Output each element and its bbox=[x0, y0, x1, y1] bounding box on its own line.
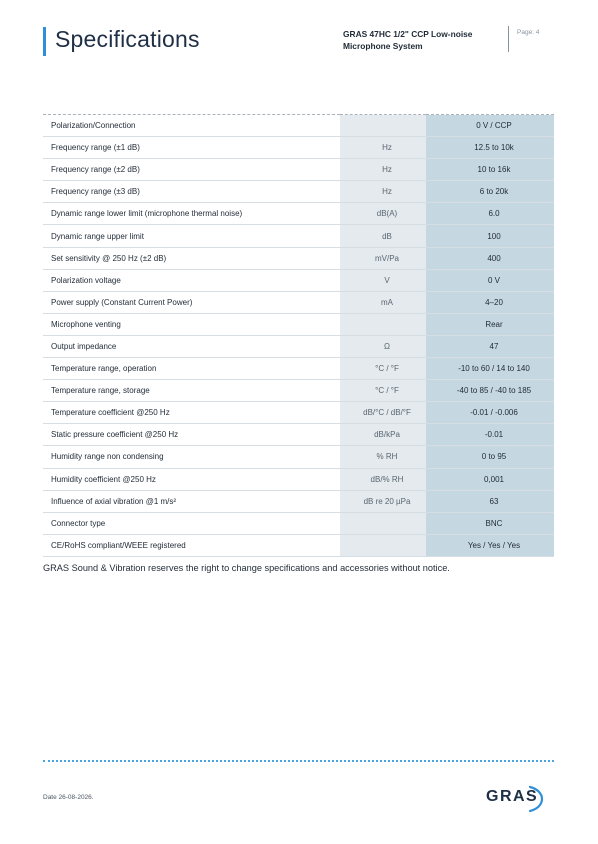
spec-row bbox=[43, 534, 554, 556]
footer-date: Date 26-08-2026. bbox=[43, 794, 94, 801]
spec-parameter: Frequency range (±3 dB) bbox=[43, 181, 340, 203]
spec-row bbox=[43, 358, 554, 380]
spec-value: BNC bbox=[426, 512, 554, 534]
document-title-line-1: GRAS 47HC 1/2" CCP Low-noise bbox=[343, 29, 473, 39]
spec-unit: dB/kPa bbox=[340, 424, 426, 446]
spec-parameter: Power supply (Constant Current Power) bbox=[43, 291, 340, 313]
spec-row bbox=[43, 313, 554, 335]
spec-unit: dB(A) bbox=[340, 203, 426, 225]
spec-parameter: Influence of axial vibration @1 m/s² bbox=[43, 490, 340, 512]
spec-value: 0,001 bbox=[426, 468, 554, 490]
spec-parameter: Frequency range (±1 dB) bbox=[43, 137, 340, 159]
spec-value: Rear bbox=[426, 313, 554, 335]
page-number: Page: 4 bbox=[517, 29, 540, 36]
spec-value: -40 to 85 / -40 to 185 bbox=[426, 380, 554, 402]
spec-parameter: Humidity range non condensing bbox=[43, 446, 340, 468]
header-divider bbox=[508, 26, 509, 52]
spec-unit: Hz bbox=[340, 159, 426, 181]
spec-row bbox=[43, 468, 554, 490]
spec-row bbox=[43, 335, 554, 357]
spec-value: Yes / Yes / Yes bbox=[426, 534, 554, 556]
logo-swoosh-icon bbox=[486, 783, 546, 815]
spec-parameter: Set sensitivity @ 250 Hz (±2 dB) bbox=[43, 247, 340, 269]
spec-value: -0.01 / -0.006 bbox=[426, 402, 554, 424]
spec-value: 4–20 bbox=[426, 291, 554, 313]
document-title-line-2: Microphone System bbox=[343, 41, 423, 51]
spec-row bbox=[43, 269, 554, 291]
spec-unit: dB/°C / dB/°F bbox=[340, 402, 426, 424]
spec-row bbox=[43, 137, 554, 159]
spec-row bbox=[43, 512, 554, 534]
document-title bbox=[343, 28, 503, 52]
spec-row bbox=[43, 115, 554, 137]
spec-parameter: CE/RoHS compliant/WEEE registered bbox=[43, 534, 340, 556]
spec-row bbox=[43, 424, 554, 446]
spec-unit: dB re 20 µPa bbox=[340, 490, 426, 512]
spec-unit bbox=[340, 534, 426, 556]
spec-row bbox=[43, 225, 554, 247]
spec-value: 10 to 16k bbox=[426, 159, 554, 181]
spec-row bbox=[43, 446, 554, 468]
spec-row bbox=[43, 291, 554, 313]
title-accent-bar bbox=[43, 27, 46, 56]
spec-value: -0.01 bbox=[426, 424, 554, 446]
spec-value: 0 V / CCP bbox=[426, 115, 554, 137]
spec-parameter: Polarization/Connection bbox=[43, 115, 340, 137]
spec-parameter: Connector type bbox=[43, 512, 340, 534]
spec-parameter: Dynamic range lower limit (microphone thermal noise) bbox=[43, 203, 340, 225]
spec-value: 47 bbox=[426, 335, 554, 357]
spec-parameter: Temperature range, storage bbox=[43, 380, 340, 402]
spec-value: 6 to 20k bbox=[426, 181, 554, 203]
spec-unit: Hz bbox=[340, 181, 426, 203]
spec-value: 6.0 bbox=[426, 203, 554, 225]
specifications-table bbox=[43, 114, 554, 557]
spec-value: 0 V bbox=[426, 269, 554, 291]
spec-parameter: Output impedance bbox=[43, 335, 340, 357]
spec-unit: °C / °F bbox=[340, 358, 426, 380]
spec-row bbox=[43, 402, 554, 424]
page-title: Specifications bbox=[55, 26, 200, 52]
disclaimer-text: GRAS Sound & Vibration reserves the right to change specifications and accessories without notice. bbox=[43, 563, 450, 573]
spec-value: 400 bbox=[426, 247, 554, 269]
gras-logo bbox=[486, 783, 546, 815]
spec-unit bbox=[340, 512, 426, 534]
spec-parameter: Temperature coefficient @250 Hz bbox=[43, 402, 340, 424]
spec-parameter: Dynamic range upper limit bbox=[43, 225, 340, 247]
spec-row bbox=[43, 203, 554, 225]
spec-parameter: Polarization voltage bbox=[43, 269, 340, 291]
spec-value: 12.5 to 10k bbox=[426, 137, 554, 159]
spec-value: 0 to 95 bbox=[426, 446, 554, 468]
spec-unit: mV/Pa bbox=[340, 247, 426, 269]
spec-unit: Ω bbox=[340, 335, 426, 357]
spec-parameter: Static pressure coefficient @250 Hz bbox=[43, 424, 340, 446]
spec-value: 63 bbox=[426, 490, 554, 512]
spec-unit bbox=[340, 313, 426, 335]
spec-value: 100 bbox=[426, 225, 554, 247]
spec-unit: % RH bbox=[340, 446, 426, 468]
spec-row bbox=[43, 181, 554, 203]
spec-parameter: Humidity coefficient @250 Hz bbox=[43, 468, 340, 490]
spec-unit: dB/% RH bbox=[340, 468, 426, 490]
spec-unit bbox=[340, 115, 426, 137]
spec-parameter: Temperature range, operation bbox=[43, 358, 340, 380]
spec-row bbox=[43, 247, 554, 269]
spec-parameter: Microphone venting bbox=[43, 313, 340, 335]
spec-row bbox=[43, 490, 554, 512]
specifications-table-body bbox=[43, 115, 554, 557]
spec-unit: dB bbox=[340, 225, 426, 247]
spec-row bbox=[43, 159, 554, 181]
spec-value: -10 to 60 / 14 to 140 bbox=[426, 358, 554, 380]
spec-parameter: Frequency range (±2 dB) bbox=[43, 159, 340, 181]
spec-unit: mA bbox=[340, 291, 426, 313]
spec-unit: V bbox=[340, 269, 426, 291]
footer-dotted-divider bbox=[43, 760, 554, 762]
logo-text: GRAS bbox=[486, 788, 539, 805]
spec-unit: Hz bbox=[340, 137, 426, 159]
spec-row bbox=[43, 380, 554, 402]
spec-unit: °C / °F bbox=[340, 380, 426, 402]
